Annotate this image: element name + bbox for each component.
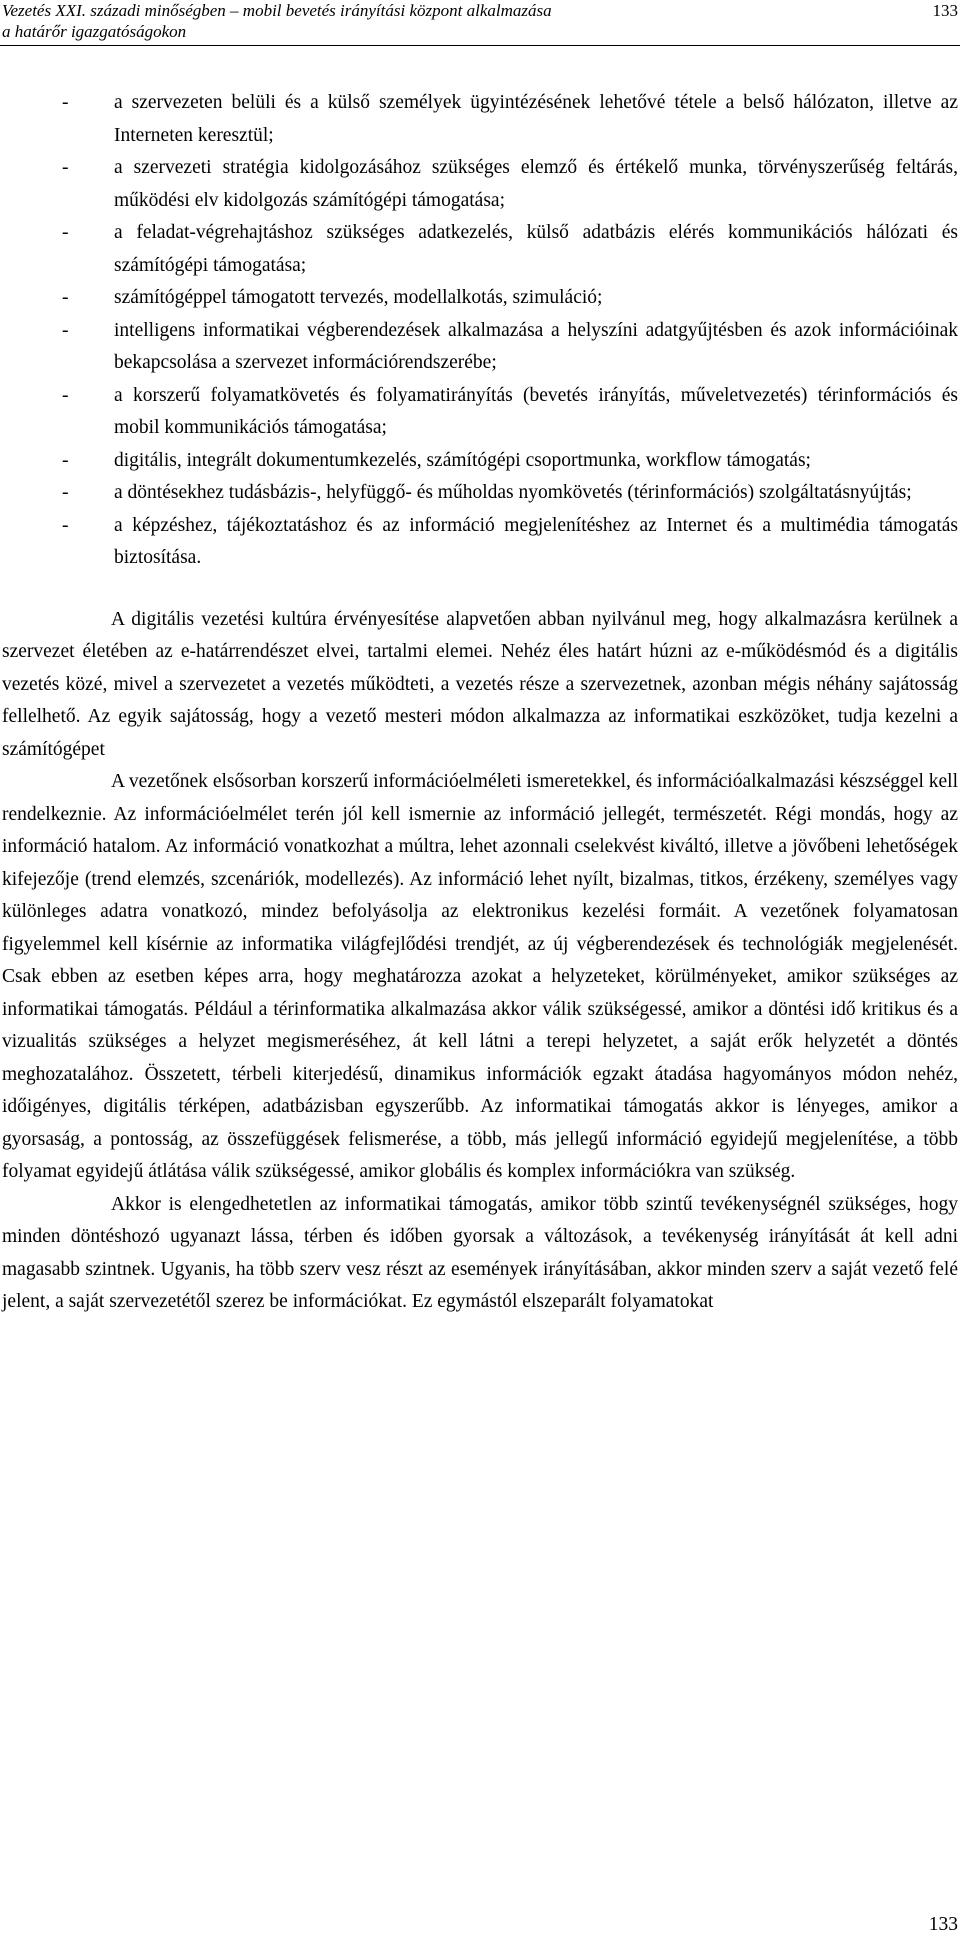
list-item [2, 477, 958, 510]
list-item-text: a feladat-végrehajtáshoz szükséges adatkezelés, külső adatbázis elérés kommunikációs hálózati és számítógépi támogatása; [114, 222, 958, 276]
bullet-dash: - [62, 514, 69, 536]
footer-page-number: 133 [928, 1914, 958, 1935]
bullet-dash: - [62, 319, 69, 341]
list-item [2, 87, 958, 152]
running-title-line2: a határőr igazgatóságokon [2, 22, 187, 41]
list-item-text: a képzéshez, tájékoztatáshoz és az információ megjelenítéshez az Internet és a multimédia támogatás biztosítása. [114, 514, 958, 568]
list-item-text: intelligens informatikai végberendezések alkalmazása a helyszíni adatgyűjtésben és azok információinak bekapcsolása a szervezet információrendszerébe; [114, 319, 958, 373]
bullet-dash: - [62, 449, 69, 471]
page-body [2, 87, 958, 1319]
header-divider [0, 45, 960, 46]
list-item-text: digitális, integrált dokumentumkezelés, számítógépi csoportmunka, workflow támogatás; [114, 449, 811, 471]
list-item [2, 217, 958, 282]
header-page-number: 133 [932, 1, 958, 20]
list-item [2, 152, 958, 217]
bullet-dash: - [62, 384, 69, 406]
bullet-dash: - [62, 222, 69, 243]
bullet-list [2, 87, 958, 575]
bullet-dash: - [62, 92, 69, 113]
page-header [0, 0, 960, 46]
bullet-dash: - [62, 157, 69, 178]
list-item [2, 315, 958, 380]
list-item-text: számítógéppel támogatott tervezés, modellalkotás, szimuláció; [114, 287, 603, 308]
list-item-text: a döntésekhez tudásbázis-, helyfüggő- és műholdas nyomkövetés (térinformációs) szolgáltatásnyújtás; [114, 482, 912, 503]
paragraph: A vezetőnek elsősorban korszerű információelméleti ismeretekkel, és információalkalmazási készséggel kell rendelkeznie. Az információelmélet terén jól kell ismernie az információ jellegét, természetét. Régi mondás, hogy az információ hatalom. Az információ vonatkozhat a múltra, lehet azonnali cselekvést kiváltó, illetve a jövőbeni lehetőségek kifejezője (trend elemzés, szcenáriók, modellezés). Az információ lehet nyílt, bizalmas, titkos, érzékeny, személyes vagy különleges adatra vonatkozó, mindez befolyásolja az elektronikus kezelési formáit. A vezetőnek folyamatosan figyelemmel kell kísérnie az informatika világfejlődési trendjét, az új végberendezések és technológiák megjelenését. Csak ebben az esetben képes arra, hogy meghatározza azokat a helyzeteket, körülményeket, amikor szükséges az informatikai támogatás. Például a térinformatika alkalmazása akkor válik szükségessé, amikor a döntési idő kritikus és a vizualitás szükséges a helyzet megismeréséhez, át kell látni a terepi helyzetet, a saját erők helyzetét a döntés meghozatalához. Összetett, térbeli kiterjedésű, dinamikus információk egzakt átadása hagyományos módon nehéz, időigényes, digitális térképen, adatbázisban egyszerűbb. Az informatikai támogatás akkor is lényeges, amikor a gyorsaság, a pontosság, az összefüggések felismerése, a több, más jellegű információ egyidejű megjelenítése, a több folyamat egyidejű átlátása válik szükségessé, amikor globális és komplex információkra van szükség. [2, 771, 958, 1182]
list-item [2, 445, 958, 478]
running-title [2, 0, 722, 42]
list-item [2, 282, 958, 315]
paragraph: A digitális vezetési kultúra érvényesítése alapvetően abban nyilvánul meg, hogy alkalmazásra kerülnek a szervezet életében az e-határrendészet elvei, tartalmi elemei. Nehéz éles határt húzni az e-működésmód és a digitális vezetés közé, mivel a szervezetet a vezetés működteti, a vezetés része a szervezetnek, azonban mégis néhány sajátosság fellelhető. Az egyik sajátosság, hogy a vezető mesteri módon alkalmazza az informatikai eszközöket, tudja kezelni a számítógépet [2, 608, 958, 760]
running-title-line1: Vezetés XXI. századi minőségben – mobil bevetés irányítási központ alkalmazása [2, 1, 552, 20]
list-item-text: a korszerű folyamatkövetés és folyamatirányítás (bevetés irányítás, műveletvezetés) térinformációs és mobil kommunikációs támogatása; [114, 384, 958, 438]
list-item [2, 380, 958, 445]
paragraph: Akkor is elengedhetetlen az informatikai támogatás, amikor több szintű tevékenységnél szükséges, hogy minden döntéshozó ugyanazt lássa, térben és időben gyorsak a változások, a tevékenység irányítását át kell adni magasabb szintnek. Ugyanis, ha több szerv vesz részt az események irányításában, akkor minden szerv a saját vezető felé jelent, a saját szervezetétől szerez be információkat. Ez egymástól elszeparált folyamatokat [2, 1193, 958, 1312]
bullet-dash: - [62, 482, 69, 503]
list-item-text: a szervezeten belüli és a külső személyek ügyintézésének lehetővé tétele a belső hálózaton, illetve az Interneten keresztül; [114, 92, 958, 146]
bullet-dash: - [62, 287, 69, 308]
list-item [2, 510, 958, 575]
list-item-text: a szervezeti stratégia kidolgozásához szükséges elemző és értékelő munka, törvényszerűség feltárás, működési elv kidolgozás számítógépi támogatása; [114, 157, 958, 211]
body-text [2, 604, 958, 1319]
